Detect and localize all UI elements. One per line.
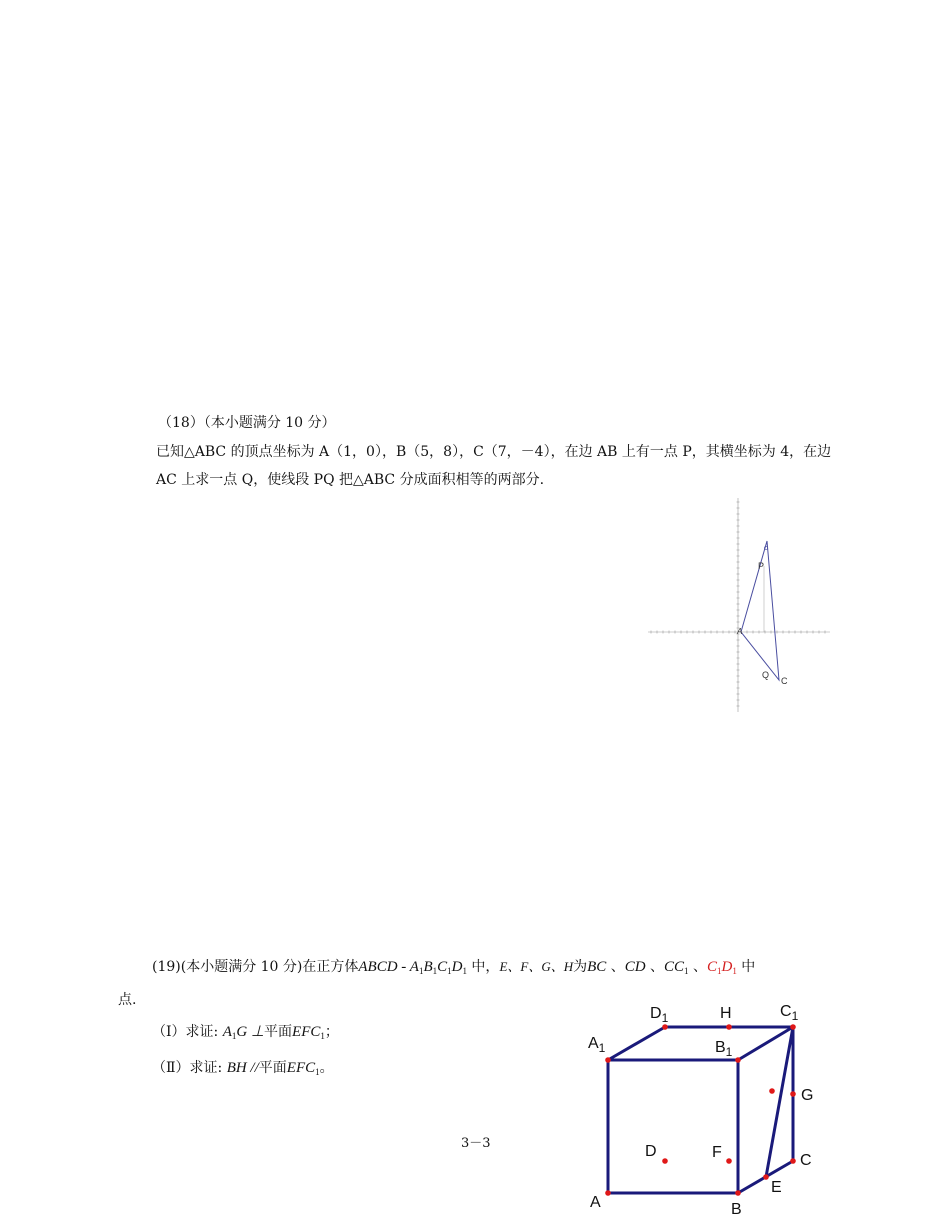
label-h: H	[720, 1005, 732, 1022]
point-c1	[790, 1024, 796, 1030]
plane-efc1: $EFC_1$	[286, 1060, 320, 1077]
midpoints-list: E、F、G、H	[499, 959, 574, 974]
label-f: F	[712, 1144, 722, 1161]
point-h	[726, 1024, 732, 1030]
wei-text: 为	[573, 959, 588, 975]
separator: 、	[645, 959, 665, 975]
label-b1: $B_1$	[715, 1039, 733, 1059]
point-d	[662, 1158, 668, 1164]
part-2-math: BH //	[226, 1060, 259, 1076]
cube-figure	[585, 1000, 835, 1225]
part-2-label: （Ⅱ）求证:	[152, 1060, 223, 1076]
plane-text: 平面	[264, 1024, 293, 1040]
label-a1: $A_1$	[588, 1035, 606, 1055]
label-g: G	[801, 1087, 814, 1104]
part-1-end: ；	[324, 1024, 339, 1040]
label-d1: $D_1$	[650, 1005, 669, 1025]
triangle-abc-figure	[645, 495, 835, 715]
segment-c1d1: $C_1D_1$	[707, 959, 737, 976]
page-number: 3－3	[461, 1136, 491, 1151]
cube-name: ABCD - $A_1B_1C_1D_1$	[358, 959, 467, 976]
problem-19-prefix: (19)(本小题满分 10 分)在正方体	[152, 959, 359, 975]
point-d1	[662, 1024, 668, 1030]
problem-18-text-line-1: 已知△ABC 的顶点坐标为 A（1，0），B（5，8），C（7，－4），在边 AB 上有一点 P，其横坐标为 4，在边	[156, 444, 832, 460]
mid-text: 中，	[466, 959, 500, 975]
part-2-end: 。	[319, 1060, 334, 1076]
separator: 、	[688, 959, 707, 975]
suffix-text: 中	[736, 959, 756, 975]
label-c: C	[800, 1152, 812, 1169]
problem-18-text-line-2: AC 上求一点 Q，使线段 PQ 把△ABC 分成面积相等的两部分.	[156, 472, 545, 488]
segment-cd: CD	[624, 959, 646, 975]
point-c	[790, 1158, 796, 1164]
label-a: A	[737, 627, 743, 636]
part-1-math: $A_1G$ ⊥	[222, 1024, 265, 1041]
point-b1	[735, 1057, 741, 1063]
point-f	[726, 1158, 732, 1164]
segment-bc: BC	[587, 959, 607, 975]
problem-19-text-line-1	[152, 957, 755, 981]
coordinate-axes	[648, 498, 830, 712]
problem-18-heading: （18）（本小题满分 10 分）	[158, 415, 336, 431]
label-q: Q	[762, 670, 770, 680]
point-e	[763, 1174, 769, 1180]
plane-text: 平面	[258, 1060, 287, 1076]
label-c1: $C_1$	[780, 1003, 799, 1023]
label-a: A	[590, 1194, 601, 1211]
top-face-edges	[608, 1027, 793, 1060]
cube-edges	[608, 1027, 793, 1193]
label-d: D	[645, 1143, 657, 1160]
problem-19-part-2	[152, 1058, 334, 1082]
problem-19-text-line-2: 点.	[118, 992, 137, 1008]
label-p: P	[758, 561, 765, 571]
point-inner	[769, 1088, 775, 1094]
part-1-label: （Ⅰ）求证:	[152, 1024, 219, 1040]
problem-19-part-1	[152, 1022, 339, 1046]
point-g	[790, 1091, 796, 1097]
label-e: E	[771, 1179, 782, 1196]
label-c: C	[781, 676, 788, 686]
point-a1	[605, 1057, 611, 1063]
plane-efc1: $EFC_1$	[292, 1024, 325, 1041]
point-b	[735, 1190, 741, 1196]
separator: 、	[606, 959, 625, 975]
label-b: B	[731, 1201, 742, 1218]
front-face	[608, 1060, 738, 1193]
segment-cc1: $CC_1$	[664, 959, 689, 976]
point-a	[605, 1190, 611, 1196]
edge-c1e	[766, 1027, 793, 1177]
